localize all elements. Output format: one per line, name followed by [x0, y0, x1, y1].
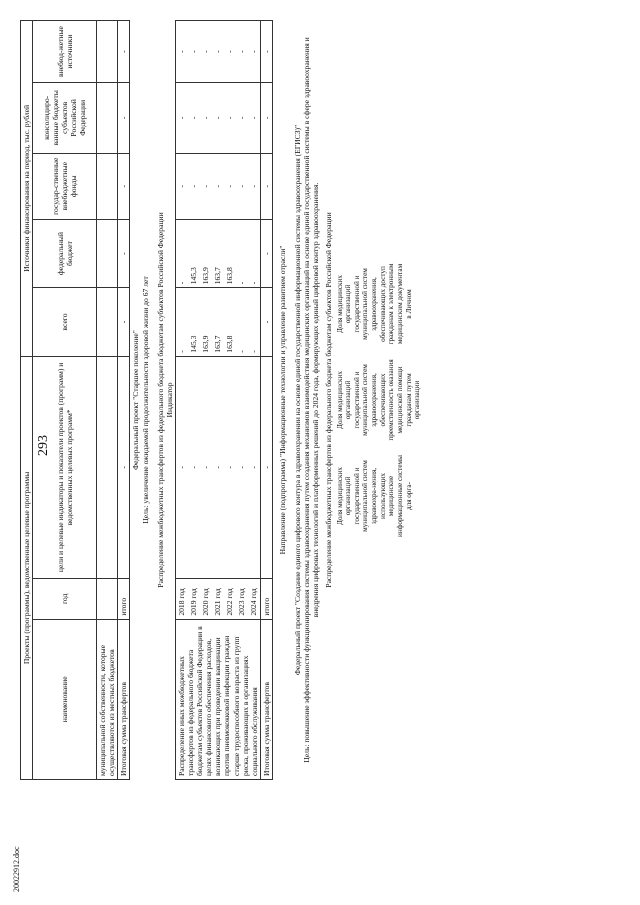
- projects-group-header: Проекты (программы), ведомственные целевые программы: [21, 356, 33, 779]
- total-cell: 163,9: [200, 288, 212, 356]
- federal-cell: -: [236, 219, 248, 287]
- offbudget-cell: -: [248, 153, 261, 219]
- federal-cell: 145,3: [188, 219, 200, 287]
- sources-group-header: Источники финансирования на период, тыс. рублей: [21, 21, 33, 357]
- other-cell: -: [236, 21, 248, 83]
- consolidated-cell: -: [175, 83, 188, 154]
- section-2-direction: Направление (подпрограмма) "Информационные технологии и управление развитием отрасли": [277, 245, 287, 555]
- section-2-distribution: Распределение межбюджетных трансфертов из федерального бюджета бюджетам субъектов Российской Федерации: [324, 212, 334, 588]
- page-number: 293: [36, 435, 51, 456]
- section-1-indicator: Индикатор: [164, 382, 174, 418]
- federal-cell: 163,9: [200, 219, 212, 287]
- offbudget-cell: -: [188, 153, 200, 219]
- total-row-2-federal: -: [260, 219, 272, 287]
- total-row-2-year: итого: [260, 579, 272, 620]
- consolidated-cell: -: [236, 83, 248, 154]
- offbudget-cell: -: [200, 153, 212, 219]
- offbudget-cell: -: [224, 153, 236, 219]
- offbudget-cell: -: [236, 153, 248, 219]
- goals-cell: -: [248, 356, 261, 578]
- other-cell: -: [200, 21, 212, 83]
- federal-cell: -: [175, 219, 188, 287]
- total-row-2-consolidated: -: [260, 83, 272, 154]
- goals-cell: -: [236, 356, 248, 578]
- consolidated-header: консолидиро-ванные бюджеты субъектов Российской Федерации: [33, 83, 97, 154]
- year-cell: 2021 год: [212, 579, 224, 620]
- year-cell: 2022 год: [224, 579, 236, 620]
- section-1-distribution: Распределение межбюджетных трансфертов из федерального бюджета бюджетам субъектов Российской Федерации: [155, 212, 165, 588]
- other-cell: -: [224, 21, 236, 83]
- total-row-1-total: -: [118, 288, 130, 356]
- consolidated-cell: -: [212, 83, 224, 154]
- total-row-1-other: -: [118, 21, 130, 83]
- federal-cell: 163,7: [212, 219, 224, 287]
- total-row-1-year: итого: [118, 579, 130, 620]
- offbudget-cell: -: [175, 153, 188, 219]
- goals-cell: -: [200, 356, 212, 578]
- total-row-1-federal: -: [118, 219, 130, 287]
- total-cell: -: [236, 288, 248, 356]
- year-header: год: [33, 579, 97, 620]
- other-cell: -: [212, 21, 224, 83]
- document-id: 20022912.doc: [12, 846, 21, 892]
- section-2-project: Федеральный проект "Создание единого цифрового контура в здравоохранении на основе единой государственной информационной системы здравоохранения (ЕГИСЗ)": [293, 124, 303, 676]
- total-row-1: [118, 21, 130, 780]
- other-header: внебюд-жетные источники: [33, 21, 97, 83]
- other-cell: -: [175, 21, 188, 83]
- goals-cell: -: [175, 356, 188, 578]
- financing-table: [20, 20, 427, 780]
- total-cell: 163,7: [212, 288, 224, 356]
- goals-cell: -: [224, 356, 236, 578]
- distribution-name: Распределение иных межбюджетных трансфертов из федерального бюджета бюджетам субъектов Российской Федерации в целях финансового обеспечения расходов, возникающих при проведении вакцинации против пневмококковой инфекции граждан старше трудоспособного возраста из групп риска, проживающих в организациях социального обслуживания: [175, 619, 260, 779]
- section-1-project: Федеральный проект "Старшее поколение": [131, 330, 141, 470]
- total-row-2-total: -: [260, 288, 272, 356]
- total-row-2-goals: -: [260, 356, 272, 578]
- consolidated-cell: -: [188, 83, 200, 154]
- total-row-2-name: Итоговая сумма трансфертов: [260, 619, 272, 779]
- offbudget-header: государ-ственные внебюджетные фонды: [33, 153, 97, 219]
- section-2-goal: Цель: повышение эффективности функционирования системы здравоохранения путем создания механизмов взаимодействия медицинских организаций на основе единой государственной системы в сфере здравоохранения и внедрения цифровых технологий и платформенных решений до 2024 года, формирующих единый цифровой контур здравоохранения.: [302, 37, 321, 763]
- consolidated-cell: -: [200, 83, 212, 154]
- consolidated-cell: -: [224, 83, 236, 154]
- total-row-2-other: -: [260, 21, 272, 83]
- federal-cell: -: [248, 219, 261, 287]
- year-cell: 2018 год: [175, 579, 188, 620]
- federal-cell: 163,8: [224, 219, 236, 287]
- federal-header: федеральный бюджет: [33, 219, 97, 287]
- total-row-1-name: Итоговая сумма трансфертов: [118, 619, 130, 779]
- indicator-text: Доля медицинских организаций государственной и муниципальной систем здравоохранения, обеспечивающих доступ гражданам к электронным медицинским документам в Личном: [335, 263, 413, 345]
- header-row-1: [21, 21, 33, 780]
- year-cell: 2023 год: [236, 579, 248, 620]
- top-row: [97, 21, 118, 780]
- offbudget-cell: -: [212, 153, 224, 219]
- year-cell: 2019 год: [188, 579, 200, 620]
- goals-cell: -: [188, 356, 200, 578]
- section-1-goal: Цель: увеличение ожидаемой продолжительности здоровой жизни до 67 лет: [140, 276, 150, 524]
- total-cell: 145,3: [188, 288, 200, 356]
- total-row-1-offbudget: -: [118, 153, 130, 219]
- total-row-2: [260, 21, 272, 780]
- section-2-row: [272, 21, 426, 780]
- other-cell: -: [248, 21, 261, 83]
- total-row-1-consolidated: -: [118, 83, 130, 154]
- section-1-header-row: [130, 21, 175, 780]
- indicator-text: Доля медицинских организаций государственной и муниципальной систем здравоохра-нения, использующих медицинские информационные системы для орга-: [335, 455, 413, 537]
- total-cell: -: [175, 288, 188, 356]
- consolidated-cell: -: [248, 83, 261, 154]
- other-cell: -: [188, 21, 200, 83]
- goals-cell: -: [212, 356, 224, 578]
- goals-header: цели и целевые индикаторы и показатели проектов (программ) и ведомственных целевых программ*: [33, 356, 97, 578]
- name-header: наименование: [33, 619, 97, 779]
- header-row-2: [33, 21, 97, 780]
- total-header: всего: [33, 288, 97, 356]
- total-cell: -: [248, 288, 261, 356]
- year-cell: 2020 год: [200, 579, 212, 620]
- total-cell: 163,8: [224, 288, 236, 356]
- total-row-1-goals: -: [118, 356, 130, 578]
- total-row-2-offbudget: -: [260, 153, 272, 219]
- indicator-text: Доля медицинских организаций государственной и муниципальной систем здравоохранения, обеспечивающих преемственность оказания медицинской помощи гражданам путем организации: [335, 359, 422, 441]
- year-cell: 2024 год: [248, 579, 261, 620]
- top-row-name: муниципальной собственности, которые осуществляются из местных бюджетов: [97, 619, 118, 779]
- indicator-columns: [336, 256, 422, 544]
- year-row-2018: [175, 21, 188, 780]
